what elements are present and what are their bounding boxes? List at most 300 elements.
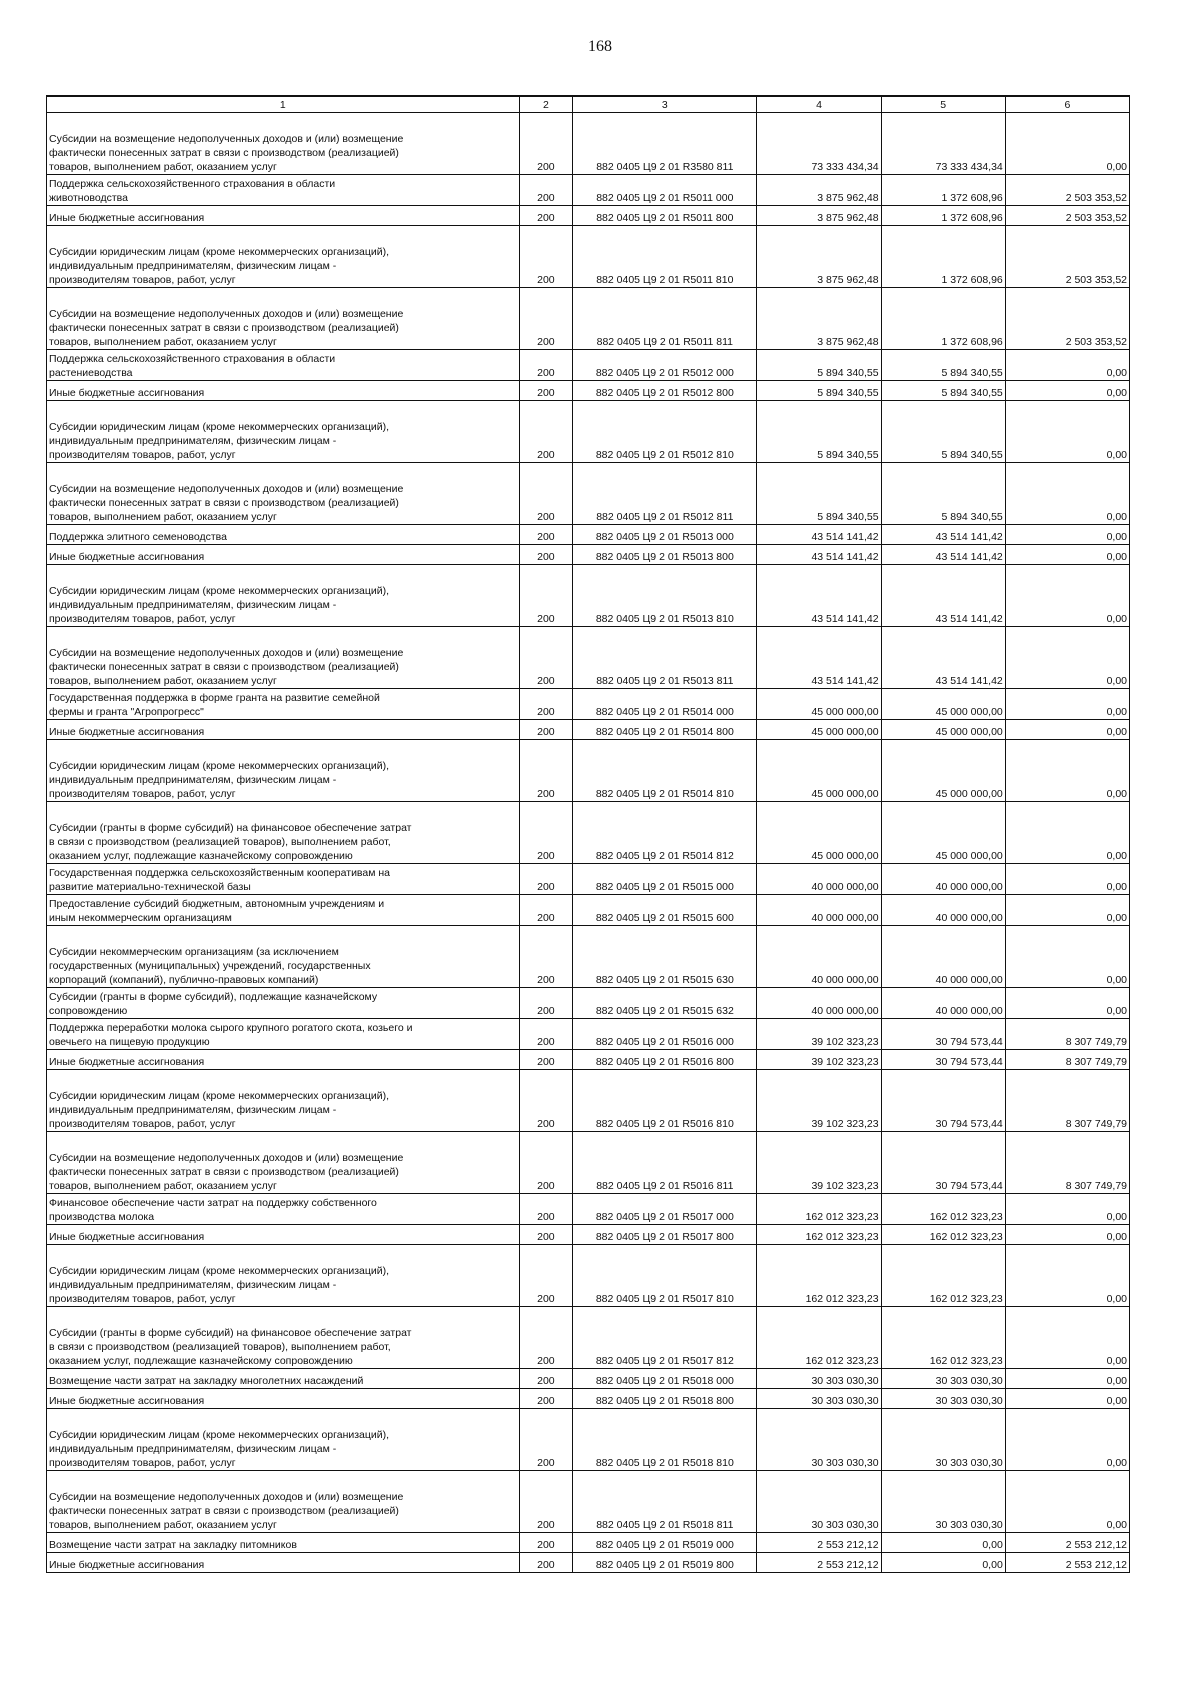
column-header: 5 <box>881 96 1005 113</box>
amount-cell: 0,00 <box>1005 463 1129 525</box>
description-line: фактически понесенных затрат в связи с производством (реализацией) <box>49 1505 399 1517</box>
budget-code-cell: 882 0405 Ц9 2 01 R5015 600 <box>573 895 757 926</box>
amount-cell: 45 000 000,00 <box>757 689 881 720</box>
admin-code-cell: 200 <box>519 740 573 802</box>
amount-cell: 1 372 608,96 <box>881 226 1005 288</box>
description-line: Субсидии юридическим лицам (кроме некоммерческих организаций), <box>49 585 390 597</box>
admin-code-cell: 200 <box>519 1389 573 1409</box>
description-line: Поддержка сельскохозяйственного страхования в области <box>49 178 336 190</box>
amount-cell: 40 000 000,00 <box>757 895 881 926</box>
amount-cell: 30 794 573,44 <box>881 1050 1005 1070</box>
row-description <box>47 1553 520 1573</box>
table-row <box>47 1019 1130 1050</box>
description-line: Субсидии юридическим лицам (кроме некоммерческих организаций), <box>49 760 390 772</box>
amount-cell: 0,00 <box>1005 545 1129 565</box>
admin-code-cell: 200 <box>519 988 573 1019</box>
amount-cell: 2 503 353,52 <box>1005 206 1129 226</box>
amount-cell: 0,00 <box>1005 689 1129 720</box>
admin-code-cell: 200 <box>519 463 573 525</box>
row-description <box>47 1245 520 1307</box>
admin-code-cell: 200 <box>519 1050 573 1070</box>
column-header: 2 <box>519 96 573 113</box>
amount-cell: 0,00 <box>1005 1307 1129 1369</box>
description-line: фактически понесенных затрат в связи с производством (реализацией) <box>49 497 399 509</box>
table-row <box>47 864 1130 895</box>
budget-code-cell: 882 0405 Ц9 2 01 R5013 000 <box>573 525 757 545</box>
amount-cell: 0,00 <box>1005 113 1129 175</box>
row-description <box>47 627 520 689</box>
description-line: индивидуальным предпринимателям, физическим лицам - <box>49 1279 337 1291</box>
description-line: Субсидии (гранты в форме субсидий) на финансовое обеспечение затрат <box>49 822 412 834</box>
amount-cell: 45 000 000,00 <box>757 720 881 740</box>
table-row <box>47 1471 1130 1533</box>
amount-cell: 8 307 749,79 <box>1005 1132 1129 1194</box>
amount-cell: 1 372 608,96 <box>881 175 1005 206</box>
amount-cell: 39 102 323,23 <box>757 1132 881 1194</box>
row-description <box>47 1369 520 1389</box>
budget-code-cell: 882 0405 Ц9 2 01 R5016 810 <box>573 1070 757 1132</box>
row-description <box>47 1132 520 1194</box>
table-row <box>47 525 1130 545</box>
budget-code-cell: 882 0405 Ц9 2 01 R5012 800 <box>573 381 757 401</box>
amount-cell: 0,00 <box>1005 740 1129 802</box>
amount-cell: 5 894 340,55 <box>757 350 881 381</box>
amount-cell: 2 503 353,52 <box>1005 226 1129 288</box>
admin-code-cell: 200 <box>519 113 573 175</box>
description-line: Субсидии юридическим лицам (кроме некоммерческих организаций), <box>49 421 390 433</box>
admin-code-cell: 200 <box>519 1245 573 1307</box>
admin-code-cell: 200 <box>519 206 573 226</box>
amount-cell: 30 794 573,44 <box>881 1070 1005 1132</box>
amount-cell: 0,00 <box>1005 720 1129 740</box>
table-row <box>47 1533 1130 1553</box>
amount-cell: 0,00 <box>1005 926 1129 988</box>
page-number: 168 <box>588 38 612 55</box>
amount-cell: 0,00 <box>1005 381 1129 401</box>
amount-cell: 162 012 323,23 <box>757 1307 881 1369</box>
budget-code-cell: 882 0405 Ц9 2 01 R5011 000 <box>573 175 757 206</box>
description-line: фактически понесенных затрат в связи с производством (реализацией) <box>49 147 399 159</box>
admin-code-cell: 200 <box>519 288 573 350</box>
amount-cell: 43 514 141,42 <box>757 545 881 565</box>
budget-code-cell: 882 0405 Ц9 2 01 R5014 800 <box>573 720 757 740</box>
admin-code-cell: 200 <box>519 1307 573 1369</box>
amount-cell: 2 553 212,12 <box>1005 1553 1129 1573</box>
budget-code-cell: 882 0405 Ц9 2 01 R5014 812 <box>573 802 757 864</box>
amount-cell: 30 303 030,30 <box>757 1409 881 1471</box>
description-line: товаров, выполнением работ, оказанием услуг <box>49 1519 277 1531</box>
budget-code-cell: 882 0405 Ц9 2 01 R5017 800 <box>573 1225 757 1245</box>
amount-cell: 1 372 608,96 <box>881 206 1005 226</box>
budget-code-cell: 882 0405 Ц9 2 01 R5013 800 <box>573 545 757 565</box>
row-description <box>47 463 520 525</box>
table-row <box>47 627 1130 689</box>
description-line: Субсидии на возмещение недополученных доходов и (или) возмещение <box>49 133 404 145</box>
budget-code-cell: 882 0405 Ц9 2 01 R5017 810 <box>573 1245 757 1307</box>
admin-code-cell: 200 <box>519 864 573 895</box>
admin-code-cell: 200 <box>519 226 573 288</box>
budget-code-cell: 882 0405 Ц9 2 01 R5019 000 <box>573 1533 757 1553</box>
admin-code-cell: 200 <box>519 1533 573 1553</box>
amount-cell: 39 102 323,23 <box>757 1070 881 1132</box>
description-line: корпораций (компаний), публично-правовых компаний) <box>49 974 319 986</box>
amount-cell: 1 372 608,96 <box>881 288 1005 350</box>
description-line: государственных (муниципальных) учреждений, государственных <box>49 960 371 972</box>
amount-cell: 39 102 323,23 <box>757 1019 881 1050</box>
description-line: животноводства <box>49 192 128 204</box>
description-line: индивидуальным предпринимателям, физическим лицам - <box>49 435 337 447</box>
admin-code-cell: 200 <box>519 545 573 565</box>
amount-cell: 162 012 323,23 <box>757 1194 881 1225</box>
amount-cell: 40 000 000,00 <box>757 864 881 895</box>
description-line: иным некоммерческим организациям <box>49 912 232 924</box>
description-line: Субсидии юридическим лицам (кроме некоммерческих организаций), <box>49 246 390 258</box>
description-line: производителям товаров, работ, услуг <box>49 1293 236 1305</box>
row-description <box>47 1070 520 1132</box>
description-line: Субсидии на возмещение недополученных доходов и (или) возмещение <box>49 1491 404 1503</box>
budget-code-cell: 882 0405 Ц9 2 01 R5016 811 <box>573 1132 757 1194</box>
table-row <box>47 1194 1130 1225</box>
description-line: в связи с производством (реализацией товаров), выполнением работ, <box>49 1341 391 1353</box>
admin-code-cell: 200 <box>519 720 573 740</box>
row-description <box>47 988 520 1019</box>
description-line: Субсидии юридическим лицам (кроме некоммерческих организаций), <box>49 1429 390 1441</box>
row-description <box>47 175 520 206</box>
row-description <box>47 350 520 381</box>
description-line: товаров, выполнением работ, оказанием услуг <box>49 336 277 348</box>
amount-cell: 3 875 962,48 <box>757 288 881 350</box>
table-row <box>47 740 1130 802</box>
description-line: индивидуальным предпринимателям, физическим лицам - <box>49 260 337 272</box>
description-line: Иные бюджетные ассигнования <box>49 1559 205 1571</box>
row-description <box>47 1225 520 1245</box>
table-row <box>47 288 1130 350</box>
budget-code-cell: 882 0405 Ц9 2 01 R3580 811 <box>573 113 757 175</box>
budget-code-cell: 882 0405 Ц9 2 01 R5011 811 <box>573 288 757 350</box>
amount-cell: 0,00 <box>881 1533 1005 1553</box>
budget-code-cell: 882 0405 Ц9 2 01 R5017 000 <box>573 1194 757 1225</box>
amount-cell: 0,00 <box>1005 895 1129 926</box>
description-line: производителям товаров, работ, услуг <box>49 613 236 625</box>
column-header: 6 <box>1005 96 1129 113</box>
admin-code-cell: 200 <box>519 1369 573 1389</box>
description-line: фермы и гранта "Агропрогресс" <box>49 706 204 718</box>
table-row <box>47 1369 1130 1389</box>
admin-code-cell: 200 <box>519 565 573 627</box>
row-description <box>47 864 520 895</box>
description-line: оказанием услуг, подлежащие казначейскому сопровождению <box>49 1355 353 1367</box>
table-row <box>47 350 1130 381</box>
admin-code-cell: 200 <box>519 689 573 720</box>
amount-cell: 39 102 323,23 <box>757 1050 881 1070</box>
row-description <box>47 1050 520 1070</box>
budget-code-cell: 882 0405 Ц9 2 01 R5013 810 <box>573 565 757 627</box>
amount-cell: 45 000 000,00 <box>757 740 881 802</box>
amount-cell: 40 000 000,00 <box>881 926 1005 988</box>
description-line: Поддержка элитного семеноводства <box>49 531 227 543</box>
amount-cell: 45 000 000,00 <box>881 740 1005 802</box>
admin-code-cell: 200 <box>519 1070 573 1132</box>
amount-cell: 8 307 749,79 <box>1005 1070 1129 1132</box>
table-row <box>47 1225 1130 1245</box>
admin-code-cell: 200 <box>519 802 573 864</box>
row-description <box>47 288 520 350</box>
description-line: Возмещение части затрат на закладку многолетних насаждений <box>49 1375 364 1387</box>
description-line: Субсидии на возмещение недополученных доходов и (или) возмещение <box>49 647 404 659</box>
admin-code-cell: 200 <box>519 1553 573 1573</box>
amount-cell: 40 000 000,00 <box>757 926 881 988</box>
row-description <box>47 1409 520 1471</box>
budget-code-cell: 882 0405 Ц9 2 01 R5017 812 <box>573 1307 757 1369</box>
row-description <box>47 720 520 740</box>
row-description <box>47 525 520 545</box>
description-line: Предоставление субсидий бюджетным, автономным учреждениям и <box>49 898 385 910</box>
amount-cell: 43 514 141,42 <box>881 545 1005 565</box>
admin-code-cell: 200 <box>519 1471 573 1533</box>
admin-code-cell: 200 <box>519 895 573 926</box>
budget-code-cell: 882 0405 Ц9 2 01 R5019 800 <box>573 1553 757 1573</box>
budget-code-cell: 882 0405 Ц9 2 01 R5012 000 <box>573 350 757 381</box>
amount-cell: 0,00 <box>1005 988 1129 1019</box>
row-description <box>47 740 520 802</box>
admin-code-cell: 200 <box>519 401 573 463</box>
row-description <box>47 1533 520 1553</box>
amount-cell: 2 553 212,12 <box>757 1553 881 1573</box>
amount-cell: 162 012 323,23 <box>881 1194 1005 1225</box>
admin-code-cell: 200 <box>519 1132 573 1194</box>
table-row <box>47 988 1130 1019</box>
description-line: Иные бюджетные ассигнования <box>49 551 205 563</box>
table-row <box>47 463 1130 525</box>
admin-code-cell: 200 <box>519 1409 573 1471</box>
row-description <box>47 1307 520 1369</box>
amount-cell: 8 307 749,79 <box>1005 1050 1129 1070</box>
amount-cell: 40 000 000,00 <box>881 895 1005 926</box>
budget-code-cell: 882 0405 Ц9 2 01 R5014 810 <box>573 740 757 802</box>
description-line: Субсидии на возмещение недополученных доходов и (или) возмещение <box>49 308 404 320</box>
table-row <box>47 895 1130 926</box>
description-line: развитие материально-технической базы <box>49 881 251 893</box>
amount-cell: 5 894 340,55 <box>757 401 881 463</box>
budget-code-cell: 882 0405 Ц9 2 01 R5011 810 <box>573 226 757 288</box>
amount-cell: 0,00 <box>1005 1369 1129 1389</box>
admin-code-cell: 200 <box>519 926 573 988</box>
budget-code-cell: 882 0405 Ц9 2 01 R5014 000 <box>573 689 757 720</box>
description-line: в связи с производством (реализацией товаров), выполнением работ, <box>49 836 391 848</box>
description-line: растениеводства <box>49 367 133 379</box>
admin-code-cell: 200 <box>519 381 573 401</box>
description-line: производителям товаров, работ, услуг <box>49 1118 236 1130</box>
amount-cell: 40 000 000,00 <box>757 988 881 1019</box>
amount-cell: 0,00 <box>881 1553 1005 1573</box>
budget-code-cell: 882 0405 Ц9 2 01 R5018 811 <box>573 1471 757 1533</box>
description-line: товаров, выполнением работ, оказанием услуг <box>49 1180 277 1192</box>
description-line: товаров, выполнением работ, оказанием услуг <box>49 511 277 523</box>
description-line: фактически понесенных затрат в связи с производством (реализацией) <box>49 322 399 334</box>
amount-cell: 30 303 030,30 <box>757 1471 881 1533</box>
amount-cell: 43 514 141,42 <box>881 565 1005 627</box>
row-description <box>47 565 520 627</box>
amount-cell: 5 894 340,55 <box>881 463 1005 525</box>
description-line: Иные бюджетные ассигнования <box>49 387 205 399</box>
row-description <box>47 113 520 175</box>
amount-cell: 162 012 323,23 <box>757 1245 881 1307</box>
description-line: Поддержка переработки молока сырого крупного рогатого скота, козьего и <box>49 1022 413 1034</box>
row-description <box>47 545 520 565</box>
row-description <box>47 1019 520 1050</box>
description-line: товаров, выполнением работ, оказанием услуг <box>49 161 277 173</box>
table-row <box>47 1389 1130 1409</box>
row-description <box>47 802 520 864</box>
amount-cell: 162 012 323,23 <box>881 1225 1005 1245</box>
admin-code-cell: 200 <box>519 525 573 545</box>
description-line: индивидуальным предпринимателям, физическим лицам - <box>49 1443 337 1455</box>
description-line: индивидуальным предпринимателям, физическим лицам - <box>49 774 337 786</box>
description-line: производства молока <box>49 1211 155 1223</box>
amount-cell: 162 012 323,23 <box>881 1307 1005 1369</box>
description-line: индивидуальным предпринимателям, физическим лицам - <box>49 599 337 611</box>
description-line: производителям товаров, работ, услуг <box>49 1457 236 1469</box>
description-line: индивидуальным предпринимателям, физическим лицам - <box>49 1104 337 1116</box>
budget-code-cell: 882 0405 Ц9 2 01 R5018 810 <box>573 1409 757 1471</box>
amount-cell: 40 000 000,00 <box>881 988 1005 1019</box>
table-row <box>47 1070 1130 1132</box>
admin-code-cell: 200 <box>519 1019 573 1050</box>
table-row <box>47 1132 1130 1194</box>
description-line: производителям товаров, работ, услуг <box>49 449 236 461</box>
amount-cell: 0,00 <box>1005 864 1129 895</box>
amount-cell: 0,00 <box>1005 627 1129 689</box>
description-line: Субсидии юридическим лицам (кроме некоммерческих организаций), <box>49 1090 390 1102</box>
table-row <box>47 720 1130 740</box>
amount-cell: 30 794 573,44 <box>881 1019 1005 1050</box>
amount-cell: 30 303 030,30 <box>881 1409 1005 1471</box>
budget-code-cell: 882 0405 Ц9 2 01 R5012 810 <box>573 401 757 463</box>
row-description <box>47 689 520 720</box>
row-description <box>47 226 520 288</box>
amount-cell: 5 894 340,55 <box>881 350 1005 381</box>
column-header: 4 <box>757 96 881 113</box>
budget-code-cell: 882 0405 Ц9 2 01 R5015 000 <box>573 864 757 895</box>
table-body <box>47 113 1130 1573</box>
amount-cell: 8 307 749,79 <box>1005 1019 1129 1050</box>
column-header: 3 <box>573 96 757 113</box>
amount-cell: 43 514 141,42 <box>881 525 1005 545</box>
amount-cell: 0,00 <box>1005 565 1129 627</box>
description-line: Субсидии на возмещение недополученных доходов и (или) возмещение <box>49 1152 404 1164</box>
amount-cell: 0,00 <box>1005 802 1129 864</box>
description-line: Поддержка сельскохозяйственного страхования в области <box>49 353 336 365</box>
budget-code-cell: 882 0405 Ц9 2 01 R5016 000 <box>573 1019 757 1050</box>
description-line: товаров, выполнением работ, оказанием услуг <box>49 675 277 687</box>
amount-cell: 30 303 030,30 <box>881 1471 1005 1533</box>
row-description <box>47 381 520 401</box>
row-description <box>47 1194 520 1225</box>
column-header: 1 <box>47 96 520 113</box>
amount-cell: 45 000 000,00 <box>757 802 881 864</box>
table-row <box>47 1409 1130 1471</box>
amount-cell: 30 303 030,30 <box>757 1389 881 1409</box>
amount-cell: 30 303 030,30 <box>881 1389 1005 1409</box>
table-row <box>47 381 1130 401</box>
table-row <box>47 113 1130 175</box>
budget-code-cell: 882 0405 Ц9 2 01 R5012 811 <box>573 463 757 525</box>
description-line: фактически понесенных затрат в связи с производством (реализацией) <box>49 1166 399 1178</box>
budget-code-cell: 882 0405 Ц9 2 01 R5018 000 <box>573 1369 757 1389</box>
amount-cell: 2 553 212,12 <box>757 1533 881 1553</box>
admin-code-cell: 200 <box>519 1225 573 1245</box>
amount-cell: 5 894 340,55 <box>881 381 1005 401</box>
table-row <box>47 802 1130 864</box>
amount-cell: 73 333 434,34 <box>757 113 881 175</box>
amount-cell: 2 503 353,52 <box>1005 175 1129 206</box>
description-line: Субсидии (гранты в форме субсидий) на финансовое обеспечение затрат <box>49 1327 412 1339</box>
description-line: Иные бюджетные ассигнования <box>49 212 205 224</box>
amount-cell: 3 875 962,48 <box>757 175 881 206</box>
table-row <box>47 1245 1130 1307</box>
amount-cell: 0,00 <box>1005 1409 1129 1471</box>
amount-cell: 2 503 353,52 <box>1005 288 1129 350</box>
table-row <box>47 401 1130 463</box>
description-line: Финансовое обеспечение части затрат на поддержку собственного <box>49 1197 377 1209</box>
amount-cell: 3 875 962,48 <box>757 226 881 288</box>
table-row <box>47 175 1130 206</box>
description-line: Субсидии некоммерческим организациям (за исключением <box>49 946 339 958</box>
row-description <box>47 895 520 926</box>
table-row <box>47 1553 1130 1573</box>
amount-cell: 43 514 141,42 <box>757 525 881 545</box>
description-line: сопровождению <box>49 1005 128 1017</box>
budget-code-cell: 882 0405 Ц9 2 01 R5015 630 <box>573 926 757 988</box>
amount-cell: 162 012 323,23 <box>757 1225 881 1245</box>
amount-cell: 0,00 <box>1005 1389 1129 1409</box>
table-row <box>47 1050 1130 1070</box>
amount-cell: 45 000 000,00 <box>881 802 1005 864</box>
amount-cell: 5 894 340,55 <box>757 381 881 401</box>
amount-cell: 5 894 340,55 <box>757 463 881 525</box>
table-row <box>47 926 1130 988</box>
admin-code-cell: 200 <box>519 350 573 381</box>
table-row <box>47 226 1130 288</box>
description-line: Иные бюджетные ассигнования <box>49 1395 205 1407</box>
row-description <box>47 1471 520 1533</box>
amount-cell: 0,00 <box>1005 1471 1129 1533</box>
amount-cell: 0,00 <box>1005 1194 1129 1225</box>
amount-cell: 2 553 212,12 <box>1005 1533 1129 1553</box>
row-description <box>47 926 520 988</box>
amount-cell: 40 000 000,00 <box>881 864 1005 895</box>
amount-cell: 3 875 962,48 <box>757 206 881 226</box>
amount-cell: 162 012 323,23 <box>881 1245 1005 1307</box>
description-line: Субсидии (гранты в форме субсидий), подлежащие казначейскому <box>49 991 378 1003</box>
table-row <box>47 206 1130 226</box>
row-description <box>47 206 520 226</box>
row-description <box>47 1389 520 1409</box>
amount-cell: 43 514 141,42 <box>881 627 1005 689</box>
amount-cell: 0,00 <box>1005 1245 1129 1307</box>
amount-cell: 43 514 141,42 <box>757 627 881 689</box>
table-row <box>47 565 1130 627</box>
description-line: Иные бюджетные ассигнования <box>49 1056 205 1068</box>
table-header-row <box>47 96 1130 113</box>
amount-cell: 45 000 000,00 <box>881 689 1005 720</box>
description-line: Возмещение части затрат на закладку питомников <box>49 1539 297 1551</box>
admin-code-cell: 200 <box>519 1194 573 1225</box>
amount-cell: 30 794 573,44 <box>881 1132 1005 1194</box>
amount-cell: 0,00 <box>1005 525 1129 545</box>
row-description <box>47 401 520 463</box>
amount-cell: 0,00 <box>1005 350 1129 381</box>
